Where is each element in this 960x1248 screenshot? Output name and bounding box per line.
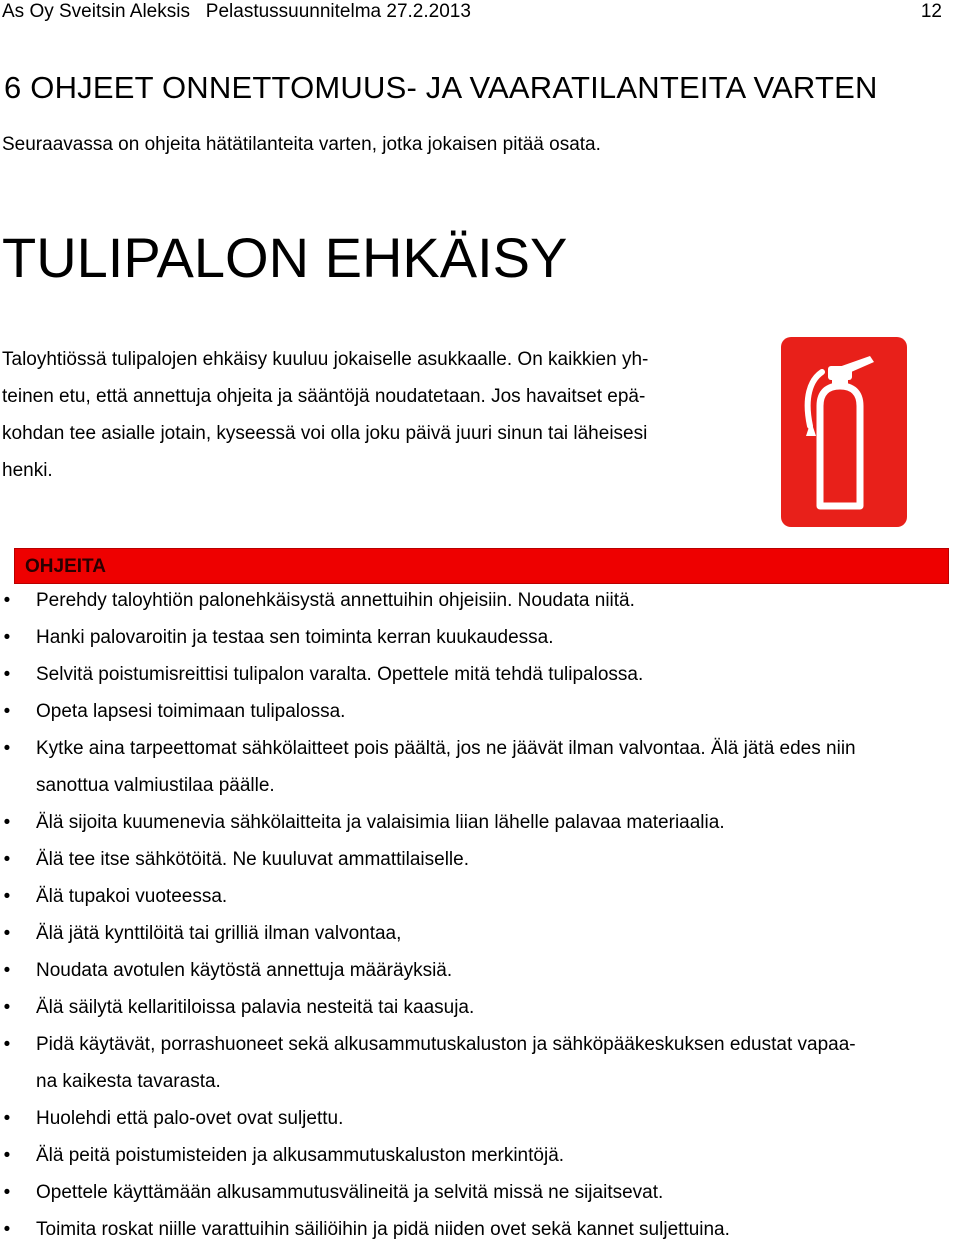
paragraph-line: henki.: [2, 460, 53, 481]
bullet-icon: •: [3, 812, 11, 833]
bullet-icon: •: [3, 1108, 11, 1129]
bullet-icon: •: [3, 960, 11, 981]
instruction-item: [0, 952, 960, 989]
instruction-item: [0, 1137, 960, 1174]
instruction-text: Kytke aina tarpeettomat sähkölaitteet pois päältä, jos ne jäävät ilman valvontaa. Älä jätä edes niin: [36, 738, 856, 759]
bullet-icon: •: [3, 849, 11, 870]
instruction-item: [0, 989, 960, 1026]
bullet-icon: •: [3, 997, 11, 1018]
page-header: [2, 0, 942, 24]
bullet-icon: •: [3, 1182, 11, 1203]
instruction-text: Älä sijoita kuumenevia sähkölaitteita ja valaisimia liian lähelle palavaa materiaalia.: [36, 812, 725, 833]
bullet-icon: •: [3, 1145, 11, 1166]
instruction-item: [0, 1174, 960, 1211]
instruction-item: [0, 1026, 960, 1100]
instructions-list: [0, 582, 960, 1248]
instruction-text: Noudata avotulen käytöstä annettuja määräyksiä.: [36, 960, 453, 981]
instruction-text: na kaikesta tavarasta.: [36, 1071, 221, 1092]
bullet-icon: •: [3, 701, 11, 722]
instruction-text: Älä peitä poistumisteiden ja alkusammutuskaluston merkintöjä.: [36, 1145, 565, 1166]
instruction-text: Hanki palovaroitin ja testaa sen toiminta kerran kuukaudessa.: [36, 627, 554, 648]
paragraph-line: Taloyhtiössä tulipalojen ehkäisy kuuluu jokaiselle asukkaalle. On kaikkien yh-: [2, 349, 649, 370]
instruction-text: Älä tupakoi vuoteessa.: [36, 886, 228, 907]
instruction-item: [0, 619, 960, 656]
instruction-text: Opettele käyttämään alkusammutusvälineitä ja selvitä missä ne sijaitsevat.: [36, 1182, 664, 1203]
instruction-item: [0, 804, 960, 841]
instruction-item: [0, 915, 960, 952]
instruction-item: [0, 878, 960, 915]
paragraph-line: kohdan tee asialle jotain, kyseessä voi olla joku päivä juuri sinun tai läheisesi: [2, 423, 648, 444]
bullet-icon: •: [3, 590, 11, 611]
instruction-text: Toimita roskat niille varattuihin säiliöihin ja pidä niiden ovet sekä kannet suljettuina.: [36, 1219, 730, 1240]
bullet-icon: •: [3, 923, 11, 944]
bullet-icon: •: [3, 627, 11, 648]
instruction-item: [0, 730, 960, 804]
instruction-text: Älä tee itse sähkötöitä. Ne kuuluvat ammattilaiselle.: [36, 849, 469, 870]
instruction-item: [0, 1100, 960, 1137]
fire-prevention-paragraph: [2, 341, 732, 489]
instruction-text: Pidä käytävät, porrashuoneet sekä alkusammutuskaluston ja sähköpääkeskuksen edustat vapaa-: [36, 1034, 856, 1055]
instruction-text: Älä jätä kynttilöitä tai grilliä ilman valvontaa,: [36, 923, 402, 944]
section-intro: Seuraavassa on ohjeita hätätilanteita varten, jotka jokaisen pitää osata.: [2, 134, 601, 155]
bullet-icon: •: [3, 1034, 11, 1055]
paragraph-line: teinen etu, että annettuja ohjeita ja sääntöjä noudatetaan. Jos havaitset epä-: [2, 386, 646, 407]
bullet-icon: •: [3, 738, 11, 759]
instructions-banner: [14, 548, 949, 584]
instruction-item: [0, 656, 960, 693]
instruction-text: Selvitä poistumisreittisi tulipalon varalta. Opettele mitä tehdä tulipalossa.: [36, 664, 644, 685]
bullet-icon: •: [3, 886, 11, 907]
fire-prevention-heading: TULIPALON EHKÄISY: [2, 226, 568, 289]
instruction-item: [0, 1211, 960, 1248]
bullet-icon: •: [3, 664, 11, 685]
instruction-text: Perehdy taloyhtiön palonehkäisystä annettuihin ohjeisiin. Noudata niitä.: [36, 590, 635, 611]
instruction-text: sanottua valmiustilaa päälle.: [36, 775, 275, 796]
section-heading: 6 OHJEET ONNETTOMUUS- JA VAARATILANTEITA VARTEN: [4, 70, 878, 105]
instruction-text: Älä säilytä kellaritiloissa palavia nesteitä tai kaasuja.: [36, 997, 475, 1018]
fire-extinguisher-icon: [780, 336, 908, 528]
instruction-text: Huolehdi että palo-ovet ovat suljettu.: [36, 1108, 344, 1129]
bullet-icon: •: [3, 1219, 11, 1240]
document-header-title: As Oy Sveitsin Aleksis Pelastussuunnitelma 27.2.2013: [2, 1, 471, 22]
instruction-item: [0, 693, 960, 730]
instruction-item: [0, 582, 960, 619]
instruction-item: [0, 841, 960, 878]
instruction-text: Opeta lapsesi toimimaan tulipalossa.: [36, 701, 346, 722]
page-number: 12: [920, 1, 942, 22]
instructions-banner-label: OHJEITA: [25, 556, 106, 577]
